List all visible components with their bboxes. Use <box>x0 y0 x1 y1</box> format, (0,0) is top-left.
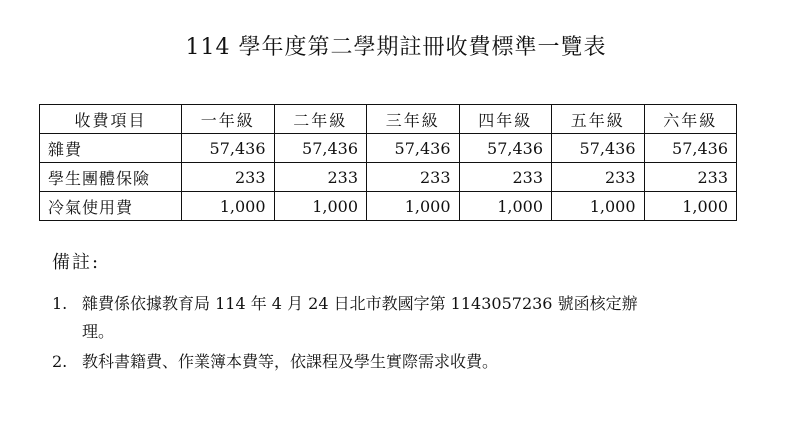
remark-item <box>52 290 638 346</box>
column-header-grade-1: 一年級 <box>182 105 275 134</box>
remark-item <box>52 348 498 376</box>
fee-amount: 57,436 <box>552 134 645 163</box>
fee-item-label: 學生團體保險 <box>40 163 182 192</box>
fee-item-label: 雜費 <box>40 134 182 163</box>
column-header-grade-6: 六年級 <box>644 105 737 134</box>
fee-amount: 233 <box>182 163 275 192</box>
remarks-heading: 備註: <box>52 252 101 273</box>
fee-amount: 233 <box>367 163 460 192</box>
fee-table <box>39 104 737 221</box>
table-row <box>40 134 737 163</box>
fee-amount: 57,436 <box>274 134 367 163</box>
column-header-grade-2: 二年級 <box>274 105 367 134</box>
remark-text-continued: 理。 <box>82 322 115 341</box>
fee-amount: 1,000 <box>552 192 645 221</box>
document-title: 114 學年度第二學期註冊收費標準一覽表 <box>185 35 607 60</box>
fee-amount: 233 <box>459 163 552 192</box>
table-row <box>40 163 737 192</box>
column-header-item: 收費項目 <box>40 105 182 134</box>
column-header-grade-5: 五年級 <box>552 105 645 134</box>
fee-amount: 1,000 <box>644 192 737 221</box>
fee-amount: 233 <box>274 163 367 192</box>
remark-text: 雜費係依據教育局 114 年 4 月 24 日北市教國字第 1143057236 號函核定辦 <box>82 294 638 313</box>
column-header-grade-3: 三年級 <box>367 105 460 134</box>
fee-amount: 57,436 <box>367 134 460 163</box>
remark-index: 1. <box>52 294 68 313</box>
table-header-row <box>40 105 737 134</box>
fee-amount: 57,436 <box>459 134 552 163</box>
fee-amount: 1,000 <box>367 192 460 221</box>
table-row <box>40 192 737 221</box>
fee-amount: 57,436 <box>182 134 275 163</box>
fee-item-label: 冷氣使用費 <box>40 192 182 221</box>
fee-amount: 233 <box>552 163 645 192</box>
fee-amount: 1,000 <box>459 192 552 221</box>
remark-index: 2. <box>52 352 68 371</box>
remark-text: 教科書籍費、作業簿本費等，依課程及學生實際需求收費。 <box>82 352 499 371</box>
column-header-grade-4: 四年級 <box>459 105 552 134</box>
fee-amount: 1,000 <box>182 192 275 221</box>
fee-amount: 233 <box>644 163 737 192</box>
fee-amount: 1,000 <box>274 192 367 221</box>
fee-amount: 57,436 <box>644 134 737 163</box>
